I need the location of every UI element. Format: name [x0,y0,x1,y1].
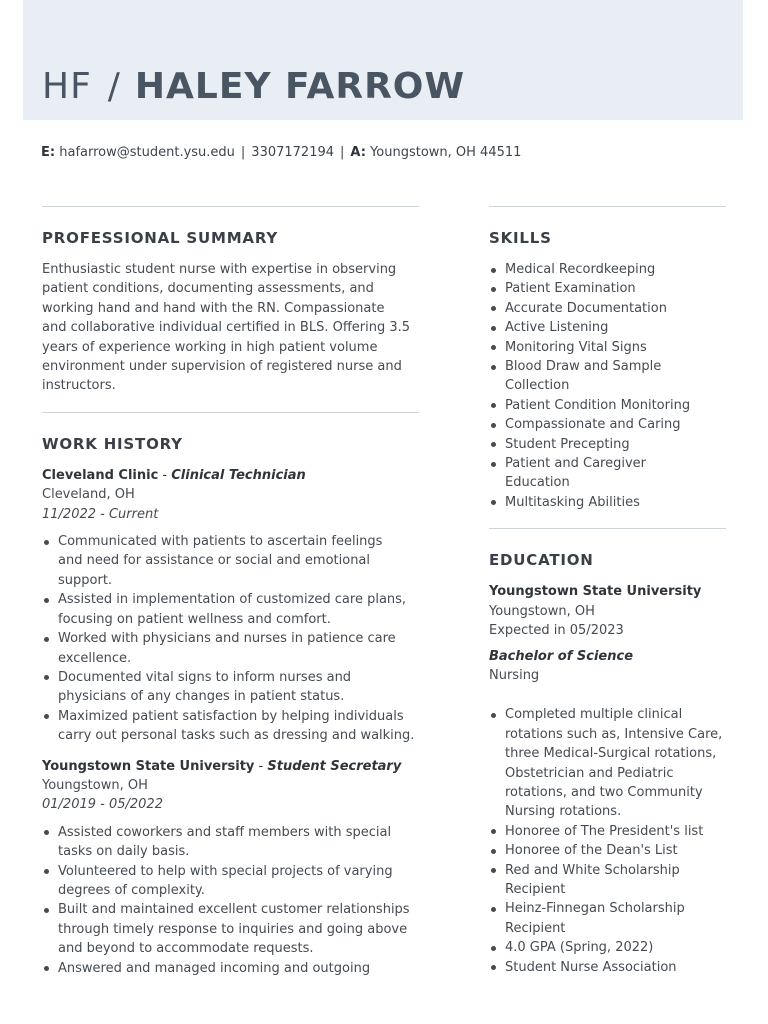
contact-line [41,143,521,163]
duty-item: Assisted coworkers and staff members with special tasks on daily basis. [42,823,419,862]
duty-item: Answered and managed incoming and outgoing [42,959,419,978]
job-entry [42,466,419,746]
education-item: 4.0 GPA (Spring, 2022) [489,938,726,957]
duty-item: Maximized patient satisfaction by helping individuals carry out personal tasks such as dressing and walking. [42,707,419,746]
email-value: hafarrow@student.ysu.edu [59,145,235,160]
job-role: Student Secretary [267,758,402,774]
education-title: EDUCATION [489,551,594,570]
employer-name: Cleveland Clinic [42,467,159,483]
skill-item: Blood Draw and Sample Collection [489,357,726,396]
skill-item: Active Listening [489,318,726,337]
duty-item: Assisted in implementation of customized care plans, focusing on patient wellness and comfort. [42,590,419,629]
skill-item: Medical Recordkeeping [489,260,726,279]
duty-item: Built and maintained excellent customer relationships through timely response to inquiries and going above and beyond to accommodate requests. [42,900,419,958]
education-item: Completed multiple clinical rotations such as, Intensive Care, three Medical-Surgical rotations, Obstetrician and Pediatric rotations, and two Community Nursing rotations. [489,705,726,821]
job-location: Youngstown, OH [42,777,148,793]
skill-item: Multitasking Abilities [489,493,726,512]
education-highlights [489,705,726,977]
skill-item: Compassionate and Caring [489,415,726,434]
duty-item: Volunteered to help with special projects of varying degrees of complexity. [42,862,419,901]
job-dates: 01/2019 - 05/2022 [42,797,163,813]
address-value: Youngstown, OH 44511 [370,145,522,160]
summary-title: PROFESSIONAL SUMMARY [42,229,279,247]
work-history-list [42,466,419,978]
duty-item: Worked with physicians and nurses in patience care excellence. [42,629,419,668]
job-entry [42,757,419,978]
job-title-line [42,466,419,485]
job-location: Cleveland, OH [42,487,135,503]
summary-text: Enthusiastic student nurse with expertise in observing patient conditions, documenting assessments, and working hand and hand with the RN. Compassionate and collaborative individual certified in BLS. Offering 3.5 years of experience working in high patient volume environment under supervision of registered nurse and instructors. [42,262,411,394]
left-column [42,206,419,978]
employer-name: Youngstown State University [42,758,255,774]
job-dates: 11/2022 - Current [42,506,159,522]
skill-item: Patient and Caregiver Education [489,454,726,493]
job-title-line [42,757,419,776]
email-label: E: [41,145,56,160]
full-name: HALEY FARROW [134,66,466,107]
education-item: Student Nurse Association [489,958,726,977]
school-name: Youngstown State University [489,584,702,600]
education-item: Heinz-Finnegan Scholarship Recipient [489,899,726,938]
job-role: Clinical Technician [171,467,306,483]
duty-item: Communicated with patients to ascertain feelings and need for assistance or social and emotional support. [42,532,419,590]
duty-item: Documented vital signs to inform nurses and physicians of any changes in patient status. [42,668,419,707]
school-location: Youngstown, OH [489,603,595,619]
degree-field: Nursing [489,667,540,683]
name-separator: / [107,66,121,107]
section-divider [42,412,419,413]
skill-item: Accurate Documentation [489,299,726,318]
expected-date: Expected in 05/2023 [489,623,624,639]
skill-item: Patient Condition Monitoring [489,396,726,415]
contact-divider: | [340,145,345,160]
skill-item: Monitoring Vital Signs [489,338,726,357]
skills-list [489,260,726,512]
education-item: Red and White Scholarship Recipient [489,861,726,900]
section-divider [42,206,419,207]
skill-item: Student Precepting [489,435,726,454]
right-column [489,206,726,977]
phone-value: 3307172194 [251,145,335,160]
address-label: A: [350,145,366,160]
degree-name: Bachelor of Science [489,648,634,664]
job-duties [42,823,419,978]
title-dash: - [158,467,172,483]
section-divider [489,206,726,207]
section-divider [489,528,726,529]
job-duties [42,532,419,745]
name-initials: HF [42,66,92,107]
education-item: Honoree of the Dean's List [489,841,726,860]
title-dash: - [254,758,268,774]
skill-item: Patient Examination [489,279,726,298]
education-item: Honoree of The President's list [489,822,726,841]
resume-name [42,60,465,114]
contact-divider: | [240,145,246,160]
work-history-title: WORK HISTORY [42,434,183,453]
skills-title: SKILLS [489,229,552,247]
